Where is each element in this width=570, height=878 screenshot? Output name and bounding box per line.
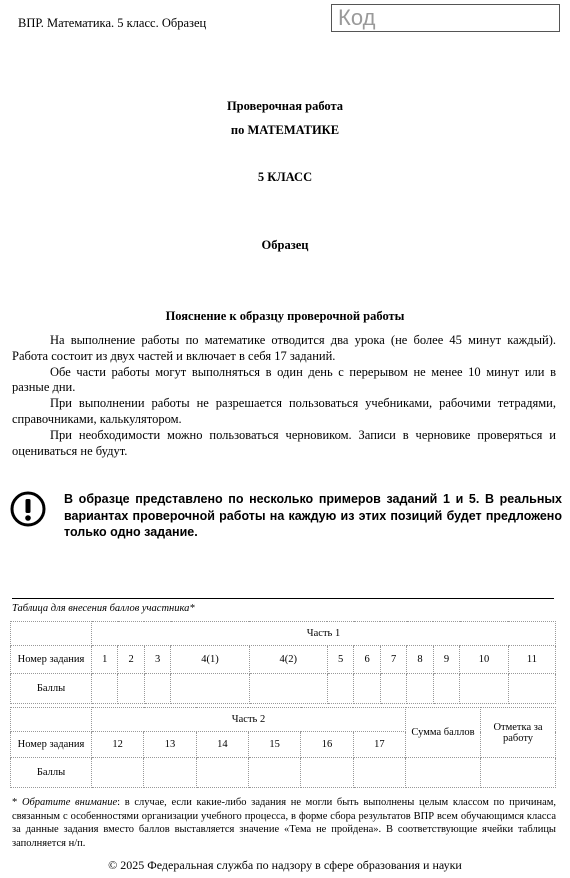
mark-header: Отметка за работу [481, 708, 556, 758]
score-label: Баллы [11, 674, 92, 704]
title-line-2: по МАТЕМАТИКЕ [230, 123, 340, 137]
task-number-cell: 10 [460, 646, 509, 674]
score-input-cell[interactable] [301, 758, 353, 788]
footnote-emphasis: Обратите внимание [21, 797, 118, 808]
explanation-paragraph: На выполнение работы по математике отводится два урока (не более 45 минут каждый). Работа состоит из двух частей и включает в себя 17 заданий. [12, 333, 556, 363]
explanation-heading: Пояснение к образцу проверочной работы [165, 309, 405, 323]
score-input-cell[interactable] [508, 674, 555, 704]
title-line-1: Проверочная работа [226, 99, 344, 113]
table-corner-cell [11, 622, 92, 646]
code-field[interactable]: Код [331, 4, 560, 32]
explanation-body [12, 333, 556, 459]
score-input-cell[interactable] [144, 758, 196, 788]
sum-header: Сумма баллов [406, 708, 481, 758]
task-number-cell: 8 [407, 646, 433, 674]
grade-title: 5 КЛАСС [257, 170, 313, 184]
score-input-cell[interactable] [353, 758, 405, 788]
notice-text: В образце представлено по несколько примеров заданий 1 и 5. В реальных вариантах проверочной работы на каждую из этих позиций будет предложено только одно задание. [64, 492, 562, 539]
score-input-cell[interactable] [460, 674, 509, 704]
task-number-cell: 7 [380, 646, 406, 674]
table-caption: Таблица для внесения баллов участника* [12, 603, 195, 614]
score-label: Баллы [11, 758, 92, 788]
task-number-cell: 9 [433, 646, 459, 674]
score-input-cell[interactable] [354, 674, 380, 704]
sum-input-cell[interactable] [406, 758, 481, 788]
scores-table-part2 [10, 707, 556, 788]
score-input-cell[interactable] [196, 758, 248, 788]
score-input-cell[interactable] [248, 758, 300, 788]
copyright: © 2025 Федеральная служба по надзору в сфере образования и науки [108, 858, 462, 872]
task-number-cell: 5 [327, 646, 353, 674]
task-number-label: Номер задания [11, 646, 92, 674]
task-number-label: Номер задания [11, 732, 92, 758]
exclamation-icon [10, 491, 46, 527]
task-number-cell: 14 [196, 732, 248, 758]
score-input-cell[interactable] [92, 758, 144, 788]
task-number-cell: 12 [92, 732, 144, 758]
score-input-cell[interactable] [118, 674, 144, 704]
task-number-cell: 4(2) [249, 646, 327, 674]
score-input-cell[interactable] [380, 674, 406, 704]
task-number-cell: 16 [301, 732, 353, 758]
footnote [12, 796, 556, 850]
score-input-cell[interactable] [407, 674, 433, 704]
task-number-cell: 4(1) [171, 646, 249, 674]
explanation-paragraph: При необходимости можно пользоваться черновиком. Записи в черновике проверяться и оцениваться не будут. [12, 427, 556, 458]
explanation-paragraph: Обе части работы могут выполняться в один день с перерывом не менее 10 минут или в разные дни. [12, 364, 556, 395]
footnote-marker: * [12, 797, 22, 808]
score-input-cell[interactable] [144, 674, 170, 704]
score-input-cell[interactable] [92, 674, 118, 704]
task-number-cell: 6 [354, 646, 380, 674]
divider [12, 598, 554, 599]
score-input-cell[interactable] [433, 674, 459, 704]
task-number-cell: 11 [508, 646, 555, 674]
scores-table-part1 [10, 621, 556, 704]
task-number-cell: 2 [118, 646, 144, 674]
variant-title: Образец [261, 238, 309, 252]
part2-header: Часть 2 [92, 708, 406, 732]
part1-header: Часть 1 [92, 622, 556, 646]
footnote-text: : в случае, если какие-либо задания не могли быть выполнены целым классом по причинам, связанным с особенностями организации учебного процесса, в форме сбора результатов ВПР всем обучающимся класса за данные задания вместо баллов выставляется значение «Тема не пройдена». В соответствующие ячейки таблицы заполняется н/п. [12, 797, 557, 849]
table-corner-cell [11, 708, 92, 732]
task-number-cell: 13 [144, 732, 196, 758]
score-input-cell[interactable] [327, 674, 353, 704]
score-input-cell[interactable] [171, 674, 249, 704]
task-number-cell: 1 [92, 646, 118, 674]
explanation-paragraph: При выполнении работы не разрешается пользоваться учебниками, рабочими тетрадями, справочниками, калькулятором. [12, 396, 556, 426]
task-number-cell: 17 [353, 732, 405, 758]
task-number-cell: 3 [144, 646, 170, 674]
mark-input-cell[interactable] [481, 758, 556, 788]
header-text: ВПР. Математика. 5 класс. Образец [18, 16, 207, 30]
score-input-cell[interactable] [249, 674, 327, 704]
task-number-cell: 15 [248, 732, 300, 758]
